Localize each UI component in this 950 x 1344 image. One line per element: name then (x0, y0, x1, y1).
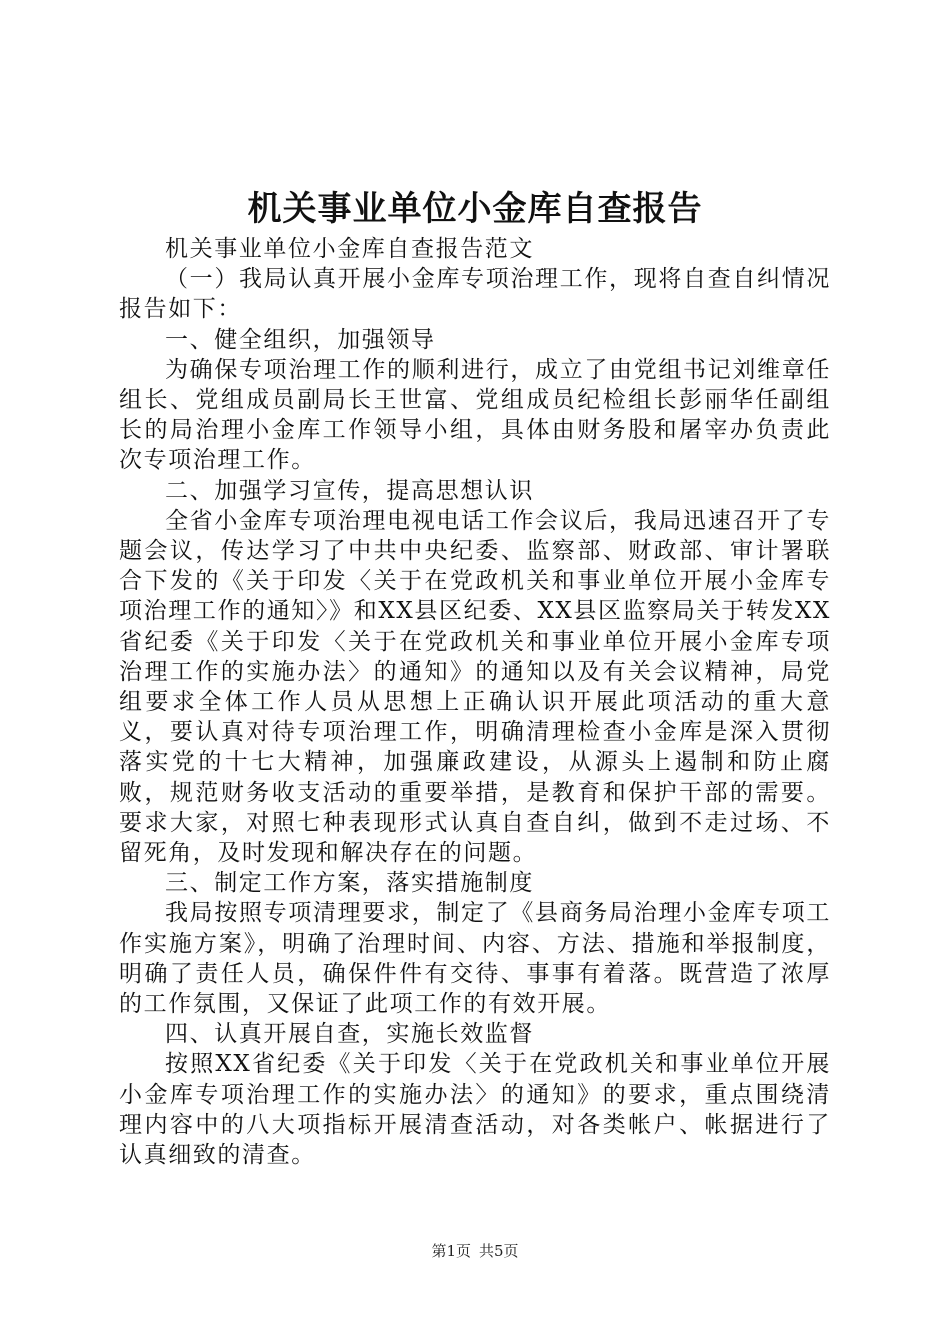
section-heading-4: 四、认真开展自查，实施长效监督 (165, 1021, 534, 1048)
section-paragraph-4: 按照XX省纪委《关于印发〈关于在党政机关和事业单位开展小金库专项治理工作的实施办法〉的通知》的要求，重点围绕清理内容中的八大项指标开展清查活动，对各类帐户、帐据进行了认真细致的清查。 (119, 1051, 831, 1169)
intro-paragraph: （一）我局认真开展小金库专项治理工作，现将自查自纠情况报告如下： (119, 266, 831, 323)
section-paragraph-2: 全省小金库专项治理电视电话工作会议后，我局迅速召开了专题会议，传达学习了中共中央纪委、监察部、财政部、审计署联合下发的《关于印发〈关于在党政机关和事业单位开展小金库专项治理工作的通知〉》和XX县区纪委、XX县区监察局关于转发XX省纪委《关于印发〈关于在党政机关和事业单位开展小金库专项治理工作的实施办法〉的通知》的通知以及有关会议精神，局党组要求全体工作人员从思想上正确认识开展此项活动的重大意义，要认真对待专项治理工作，明确清理检查小金库是深入贯彻落实党的十七大精神，加强廉政建设，从源头上遏制和防止腐败，规范财务收支活动的重要举措，是教育和保护干部的需要。要求大家，对照七种表现形式认真自查自纠，做到不走过场、不留死角，及时发现和解决存在的问题。 (119, 507, 831, 867)
section-paragraph-1: 为确保专项治理工作的顺利进行，成立了由党组书记刘维章任组长、党组成员副局长王世富、党组成员纪检组长彭丽华任副组长的局治理小金库工作领导小组，具体由财务股和屠宰办负责此次专项治理工作。 (119, 356, 831, 474)
document-body (119, 234, 831, 1170)
section-paragraph-3: 我局按照专项清理要求，制定了《县商务局治理小金库专项工作实施方案》，明确了治理时间、内容、方法、措施和举报制度，明确了责任人员，确保件件有交待、事事有着落。既营造了浓厚的工作氛围，又保证了此项工作的有效开展。 (119, 900, 831, 1018)
section-heading-1: 一、健全组织，加强领导 (165, 326, 436, 353)
page-total: 共5页 (479, 1242, 519, 1260)
section-heading-2: 二、加强学习宣传，提高思想认识 (165, 477, 534, 504)
page-title: 机关事业单位小金库自查报告 (247, 189, 703, 229)
page-footer (0, 1241, 950, 1261)
page-number: 第1页 (431, 1242, 471, 1260)
section-heading-3: 三、制定工作方案，落实措施制度 (165, 870, 534, 897)
doc-subtitle: 机关事业单位小金库自查报告范文 (165, 236, 534, 262)
